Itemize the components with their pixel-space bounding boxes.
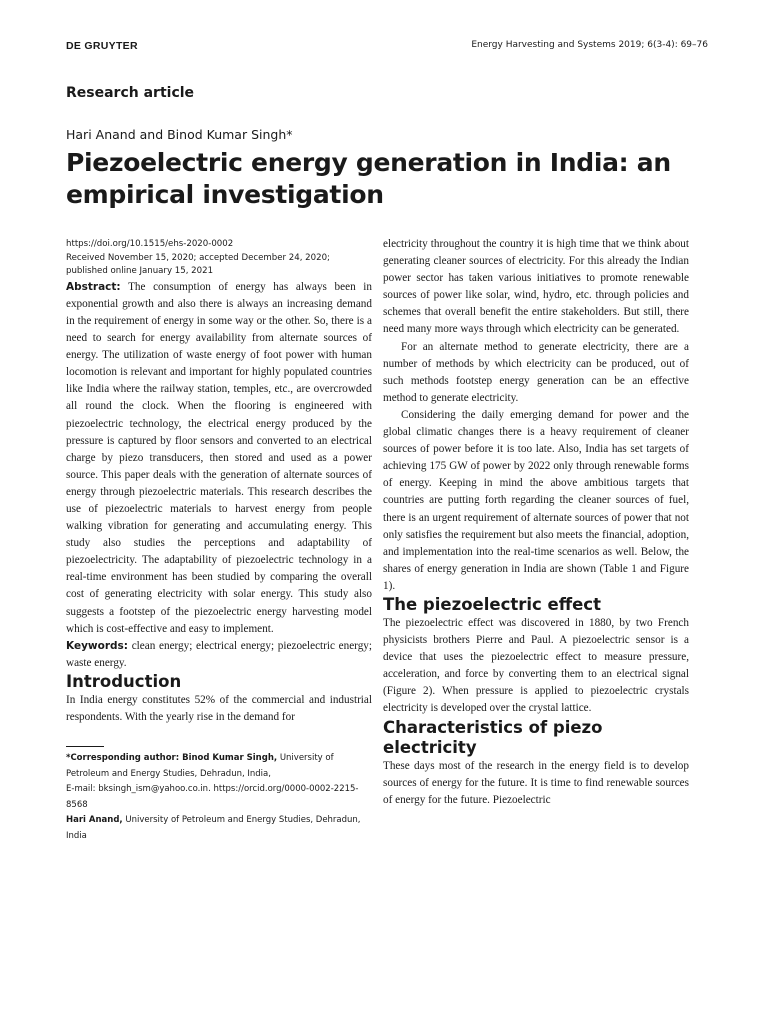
second-author-affiliation: University of Petroleum and Energy Studies, Dehradun, India (66, 815, 361, 841)
abstract (66, 279, 372, 638)
characteristics-heading: Characteristics of piezo electricity (383, 717, 603, 757)
abstract-text: The consumption of energy has always been in exponential growth and also there is always an increasing demand in the requirement of energy in some way or the other. So, there is a need to search for energy availability from alternate sources of energy. The utilization of waste energy of foot power with human locomotion is relevant and important for highly populated countries like India where the railway station, temples, etc., are overcrowded all round the clock. When the flooring is engineered with piezoelectric technology, the electrical energy produced by the pressure is captured by floor sensors and converted to an electrical charge by piezo transducers, then stored and used as a power source. This paper deals with the generation of alternate sources of energy through piezoelectric materials. This research describes the use of piezoelectric materials to harvest energy from people walking vibration for generating and accumulating energy. This study also studies the perceptions and adaptability of piezoelectricity. The adaptability of piezoelectric technology in a real-time environment has been studied by comparing the overall cost of generating electricity with solar energy. This study also suggests a footstep of the piezoelectric energy harvesting model which is cost-effective and easy to implement. (66, 280, 372, 635)
left-column (66, 236, 372, 844)
piezoelectric-effect-heading: The piezoelectric effect (383, 594, 601, 614)
author-line: Hari Anand and Binod Kumar Singh* (66, 127, 293, 142)
corresponding-author-note (66, 751, 372, 782)
second-author-note (66, 813, 372, 844)
footnotes (66, 751, 372, 844)
corresponding-author-contact[interactable]: E-mail: bksingh_ism@yahoo.co.in. https://orcid.org/0000-0002-2215-8568 (66, 784, 359, 810)
journal-reference: Energy Harvesting and Systems 2019; 6(3-4): 69–76 (471, 40, 708, 50)
publisher-name: DE GRUYTER (66, 40, 138, 52)
piezoelectric-effect-paragraph: The piezoelectric effect was discovered in 1880, by two French physicists brothers Pierre and Paul. A piezoelectric sensor is a device that uses the piezoelectric effect to measure pressure, acceleration, and force by converting them to an electrical signal (Figure 2). When pressure is applied to piezoelectric crystals electricity is developed over the crystal lattice. (383, 616, 689, 715)
article-title: Piezoelectric energy generation in India: an empirical investigation (66, 148, 671, 209)
abstract-label: Abstract: (66, 280, 121, 293)
keywords-label: Keywords: (66, 639, 128, 652)
demand-paragraph: Considering the daily emerging demand for power and the global climatic changes there is a heavy requirement of cleaner sources of power before it is too late. Also, India has set targets of achieving 175 GW of power by 2022 only through renewable forms of energy. Keeping in mind the above ambitious targets that countries are putting forth regarding the cleaner sources of fuel, there is an urgent requirement of alternate sources of power that not only satisfies the requirement but also meets the financial, adoption, and implementation into the real-time scenarios as well. Below, the shares of energy generation in India are shown (Table 1 and Figure 1). (383, 408, 689, 592)
introduction-paragraph: In India energy constitutes 52% of the commercial and industrial respondents. With the yearly rise in the demand for (66, 693, 372, 724)
doi-link[interactable]: https://doi.org/10.1515/ehs-2020-0002 (66, 239, 234, 249)
article-type: Research article (66, 85, 195, 101)
second-author-name: Hari Anand, (66, 815, 123, 826)
alternate-method-paragraph: For an alternate method to generate electricity, there are a number of methods by which electricity can be produced, out of such methods footstep energy generation can be an effective method to generate electricity. (383, 340, 689, 404)
characteristics-paragraph: These days most of the research in the energy field is to develop sources of energy for the future. It is time to find renewable sources of energy for the future. Piezoelectric (383, 759, 689, 806)
footnote-divider (66, 746, 104, 747)
keywords-text: clean energy; electrical energy; piezoelectric energy; waste energy. (66, 639, 373, 669)
introduction-heading: Introduction (66, 671, 182, 691)
article-meta (66, 238, 372, 279)
intro-continuation-paragraph: electricity throughout the country it is high time that we think about generating cleaner sources of electricity. For this already the Indian power sector has taken various initiatives to promote renewable sources of power like solar, wind, hydro, etc. through policies and schemes that overall benefit the entire stakeholders. But still, there need many more ways through which electricity can be generated. (383, 238, 689, 336)
keywords (66, 638, 372, 672)
corresponding-author-label: *Corresponding author: Binod Kumar Singh, (66, 753, 278, 764)
received-date: Received November 15, 2020; accepted December 24, 2020; (66, 252, 330, 263)
published-date: published online January 15, 2021 (66, 266, 214, 277)
right-column (383, 236, 689, 809)
corresponding-author-affiliation: University of Petroleum and Energy Studies, Dehradun, India, (66, 753, 334, 779)
running-header (66, 40, 708, 56)
